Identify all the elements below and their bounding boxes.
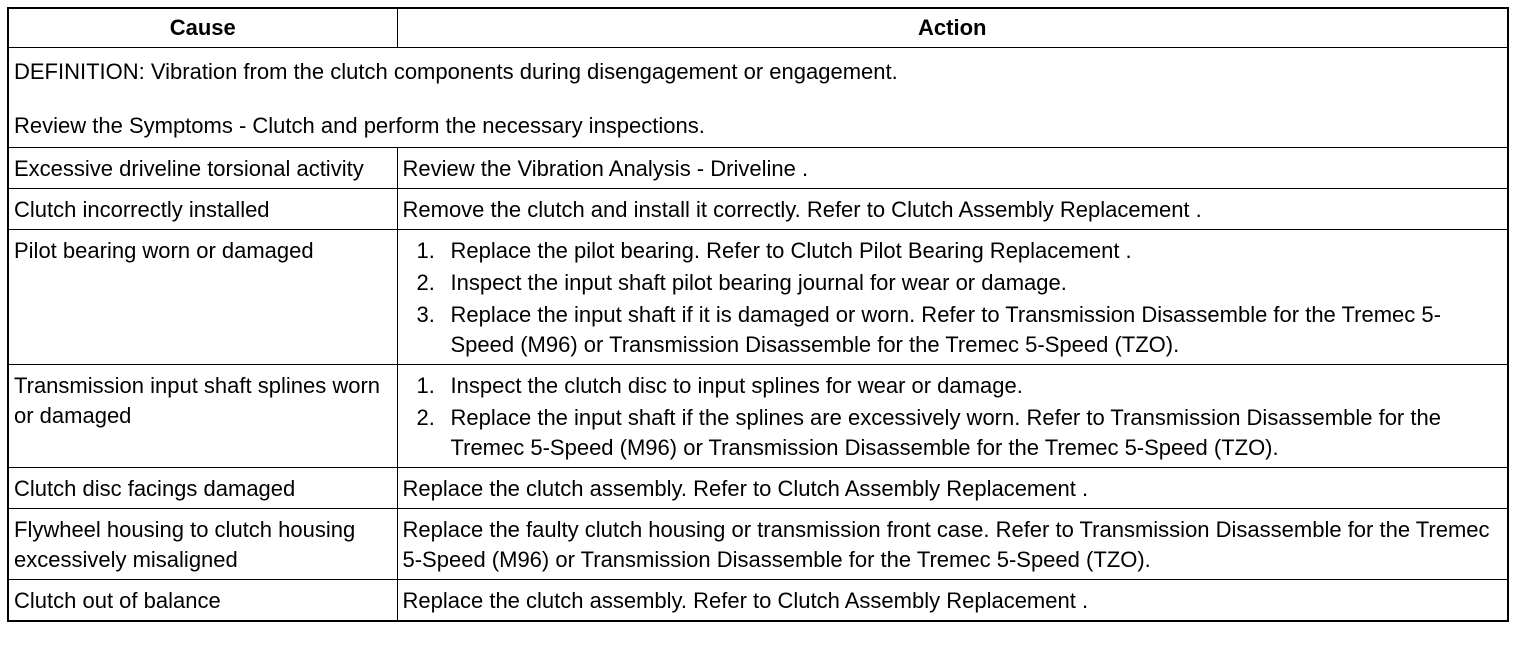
step-number: 2. — [416, 270, 435, 295]
step-number: 3. — [416, 302, 435, 327]
action-column-header: Action — [397, 8, 1508, 48]
action-step — [416, 268, 1502, 298]
action-cell — [397, 230, 1508, 365]
table-row — [8, 580, 1508, 622]
step-text: Replace the input shaft if it is damaged or worn. Refer to Transmission Disassemble for the Tremec 5-Speed (M96) or Transmission Disassemble for the Tremec 5-Speed (TZO). — [450, 302, 1441, 357]
step-number: 1. — [416, 238, 435, 263]
clutch-vibration-diagnostic-table — [7, 7, 1509, 622]
definition-text: DEFINITION: Vibration from the clutch components during disengagement or engagement. — [14, 59, 898, 84]
step-text: Inspect the input shaft pilot bearing journal for wear or damage. — [450, 270, 1067, 295]
cause-cell: Clutch out of balance — [8, 580, 397, 622]
action-cell: Replace the faulty clutch housing or transmission front case. Refer to Transmission Disassemble for the Tremec 5-Speed (M96) or Transmission Disassemble for the Tremec 5-Speed (TZO). — [397, 509, 1508, 580]
cause-cell: Pilot bearing worn or damaged — [8, 230, 397, 365]
cause-cell: Transmission input shaft splines worn or damaged — [8, 365, 397, 468]
action-cell — [397, 365, 1508, 468]
action-cell: Replace the clutch assembly. Refer to Clutch Assembly Replacement . — [397, 468, 1508, 509]
cause-column-header: Cause — [8, 8, 397, 48]
action-steps-list — [403, 236, 1502, 360]
action-step — [416, 300, 1502, 360]
cause-cell: Clutch disc facings damaged — [8, 468, 397, 509]
table-row — [8, 148, 1508, 189]
table-row — [8, 468, 1508, 509]
action-cell: Remove the clutch and install it correctly. Refer to Clutch Assembly Replacement . — [397, 189, 1508, 230]
table-row — [8, 230, 1508, 365]
cause-cell: Excessive driveline torsional activity — [8, 148, 397, 189]
step-number: 2. — [416, 405, 435, 430]
header-row — [8, 8, 1508, 48]
table-row — [8, 365, 1508, 468]
action-step — [416, 236, 1502, 266]
diagnostic-table-container — [7, 7, 1509, 622]
step-number: 1. — [416, 373, 435, 398]
action-steps-list — [403, 371, 1502, 463]
action-cell: Review the Vibration Analysis - Driveline . — [397, 148, 1508, 189]
action-step — [416, 403, 1502, 463]
step-text: Inspect the clutch disc to input splines for wear or damage. — [450, 373, 1023, 398]
definition-instruction: Review the Symptoms - Clutch and perform the necessary inspections. — [14, 113, 705, 138]
table-row — [8, 509, 1508, 580]
step-text: Replace the input shaft if the splines are excessively worn. Refer to Transmission Disassemble for the Tremec 5-Speed (M96) or Transmission Disassemble for the Tremec 5-Speed (TZO). — [450, 405, 1441, 460]
step-text: Replace the pilot bearing. Refer to Clutch Pilot Bearing Replacement . — [450, 238, 1132, 263]
action-step — [416, 371, 1502, 401]
definition-cell — [8, 48, 1508, 148]
cause-cell: Flywheel housing to clutch housing excessively misaligned — [8, 509, 397, 580]
definition-row — [8, 48, 1508, 148]
cause-cell: Clutch incorrectly installed — [8, 189, 397, 230]
action-cell: Replace the clutch assembly. Refer to Clutch Assembly Replacement . — [397, 580, 1508, 622]
table-row — [8, 189, 1508, 230]
